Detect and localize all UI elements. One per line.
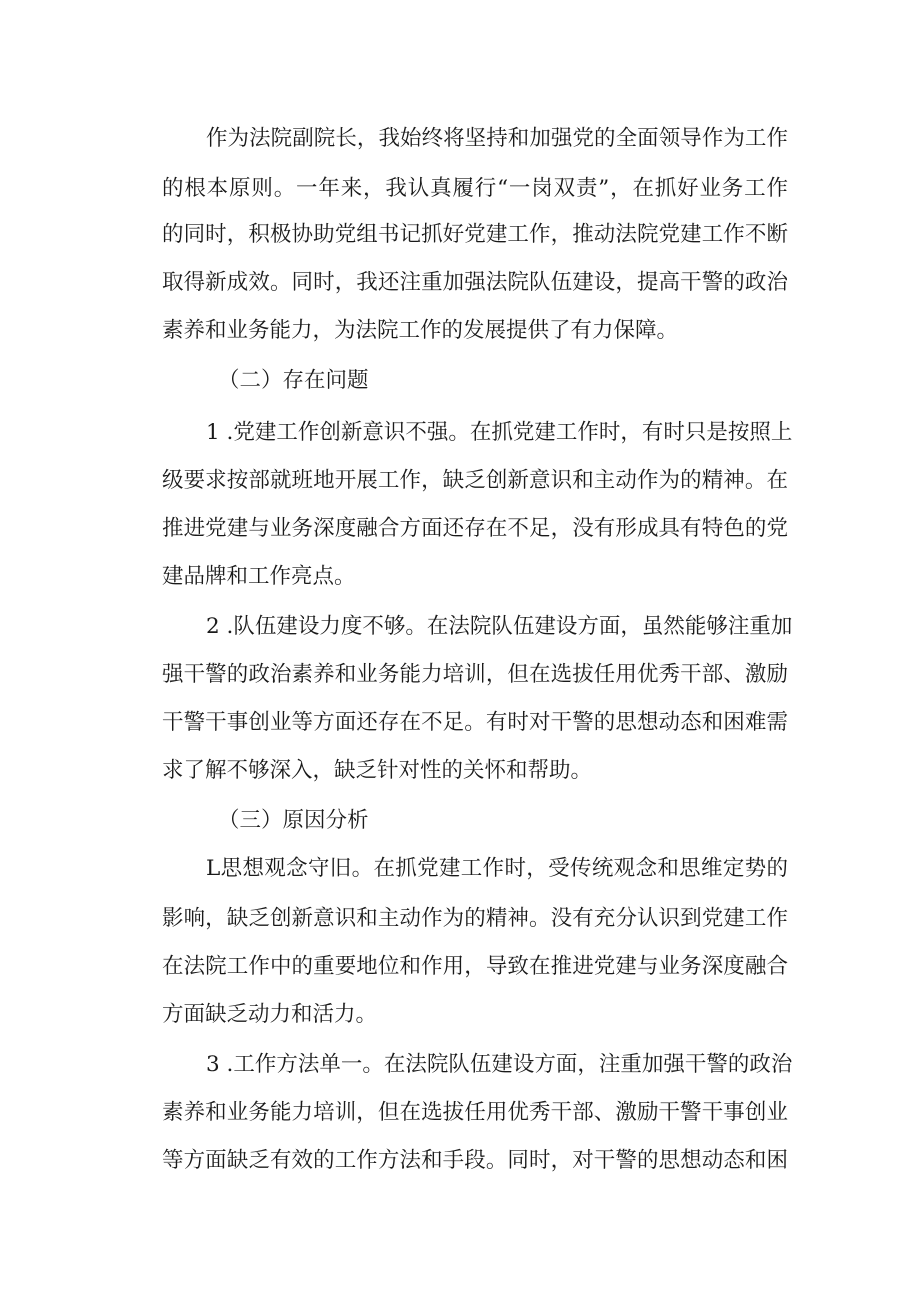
cause-1-line-1: L思想观念守旧。在抓党建工作时，受传统观念和思维定势的 [206,856,788,881]
item-2-line-1: 2 .队伍建设力度不够。在法院队伍建设方面，虽然能够注重加 [206,614,793,639]
item-1-line-4: 建品牌和工作亮点。 [162,564,356,589]
cause-1-line-2: 影响，缺乏创新意识和主动作为的精神。没有充分认识到党建工作 [162,906,788,931]
cause-3-line-1: 3 .工作方法单一。在法院队伍建设方面，注重加强干警的政治 [206,1052,793,1077]
paragraph-1-line-1: 作为法院副院长，我始终将坚持和加强党的全面领导作为工作 [206,126,788,151]
item-1-line-3: 推进党建与业务深度融合方面还存在不足，没有形成具有特色的党 [162,516,788,541]
item-1-line-2: 级要求按部就班地开展工作，缺乏创新意识和主动作为的精神。在 [162,468,788,493]
paragraph-1-line-3: 的同时，积极协助党组书记抓好党建工作，推动法院党建工作不断 [162,222,788,247]
item-1-line-1: 1 .党建工作创新意识不强。在抓党建工作时，有时只是按照上 [206,420,793,445]
cause-3-line-2: 素养和业务能力培训，但在选拔任用优秀干部、激励干警干事创业 [162,1100,788,1125]
item-2-line-3: 干警干事创业等方面还存在不足。有时对干警的思想动态和困难需 [162,710,788,735]
item-2-line-2: 强干警的政治素养和业务能力培训，但在选拔任用优秀干部、激励 [162,662,788,687]
paragraph-1-line-2: 的根本原则。一年来，我认真履行“一岗双责”，在抓好业务工作 [162,176,788,201]
cause-1-line-3: 在法院工作中的重要地位和作用，导致在推进党建与业务深度融合 [162,954,788,979]
section-heading-causes: （三）原因分析 [218,808,369,833]
cause-3-line-3: 等方面缺乏有效的工作方法和手段。同时，对干警的思想动态和困 [162,1148,788,1173]
section-heading-problems: （二）存在问题 [218,368,369,393]
cause-1-line-4: 方面缺乏动力和活力。 [162,1002,378,1027]
paragraph-1-line-4: 取得新成效。同时，我还注重加强法院队伍建设，提高干警的政治 [162,270,788,295]
paragraph-1-line-5: 素养和业务能力，为法院工作的发展提供了有力保障。 [162,318,679,343]
item-2-line-4: 求了解不够深入，缺乏针对性的关怀和帮助。 [162,758,593,783]
